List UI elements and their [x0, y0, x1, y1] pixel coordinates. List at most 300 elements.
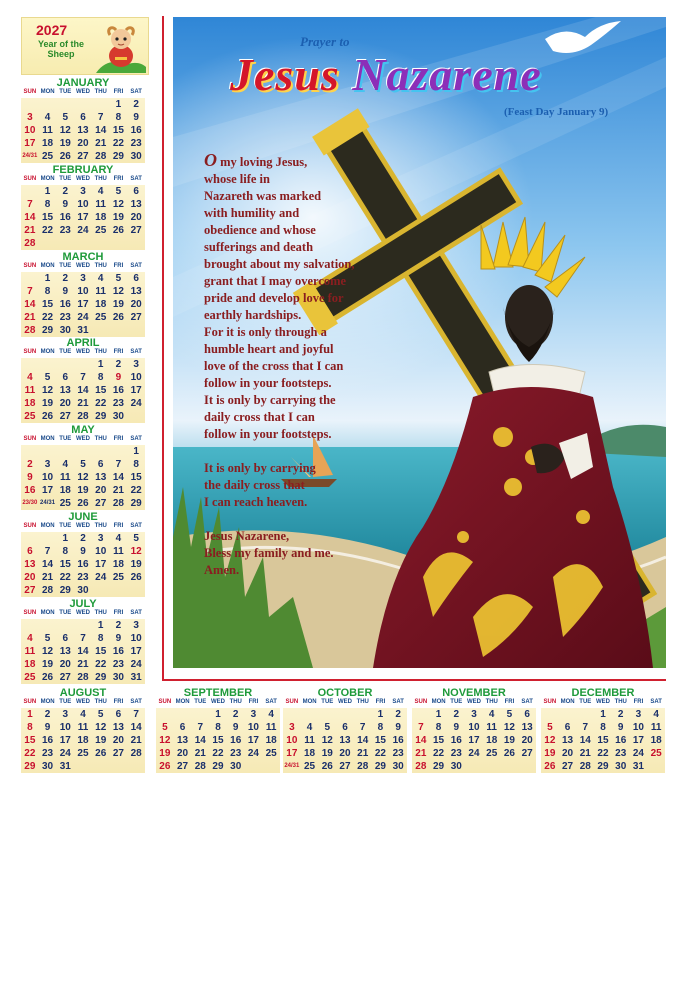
day-cell: 22	[24, 748, 36, 759]
weekday-label: TUE	[59, 349, 72, 355]
day-cell: 27	[130, 225, 142, 236]
day-cell: 28	[77, 672, 89, 683]
day-cell: 23/30	[22, 500, 38, 506]
day-cell: 23	[615, 748, 627, 759]
day-cell: 7	[44, 546, 51, 557]
day-cell	[21, 619, 39, 632]
day-cell: 14	[357, 735, 369, 746]
day-cell: 5	[133, 533, 139, 544]
day-cell: 13	[130, 286, 142, 297]
day-cell: 11	[77, 722, 89, 733]
day-grid	[283, 708, 407, 773]
day-cell	[110, 760, 128, 773]
day-cell: 28	[415, 761, 427, 772]
day-cell	[110, 445, 128, 458]
day-cell: 30	[230, 761, 242, 772]
day-cell	[110, 584, 128, 597]
day-cell: 10	[632, 722, 644, 733]
weekday-label: SAT	[521, 699, 533, 705]
day-cell: 30	[130, 151, 142, 162]
day-cell: 13	[59, 385, 71, 396]
day-cell: 27	[112, 748, 124, 759]
day-cell: 1	[115, 99, 122, 110]
day-cell	[74, 237, 92, 250]
day-cell: 21	[579, 748, 591, 759]
day-cell: 1	[377, 709, 384, 720]
day-grid	[21, 358, 145, 423]
day-cell: 8	[215, 722, 221, 733]
day-cell: 11	[304, 735, 315, 746]
day-cell: 4	[306, 722, 313, 733]
day-cell: 12	[42, 385, 54, 396]
day-cell	[174, 708, 192, 721]
day-cell: 30	[112, 411, 124, 422]
prayer-line: the daily cross that	[204, 478, 305, 492]
year-number: 2027	[36, 22, 68, 38]
month-name: FEBRUARY	[52, 164, 114, 176]
day-cell	[39, 532, 57, 545]
day-cell: 9	[115, 372, 122, 383]
day-cell: 23	[42, 748, 54, 759]
weekday-header	[156, 699, 280, 708]
day-cell	[647, 760, 665, 773]
day-cell	[56, 358, 74, 371]
day-cell: 3	[44, 459, 51, 470]
day-cell: 21	[95, 138, 107, 149]
weekday-header	[21, 263, 145, 272]
day-cell: 9	[115, 633, 122, 644]
day-cell: 22	[95, 659, 107, 670]
day-cell: 31	[77, 325, 89, 336]
day-cell: 19	[42, 659, 54, 670]
day-cell: 19	[59, 138, 71, 149]
day-cell: 20	[339, 748, 351, 759]
day-cell: 24	[95, 572, 107, 583]
poster-title	[230, 48, 542, 101]
day-cell: 25	[77, 748, 89, 759]
month-name: DECEMBER	[571, 687, 635, 699]
day-cell	[39, 619, 57, 632]
day-cell: 26	[112, 225, 124, 236]
prayer-line: follow in your footsteps.	[204, 376, 332, 390]
day-cell: 8	[97, 372, 104, 383]
weekday-label: SAT	[130, 89, 142, 95]
day-cell: 7	[80, 372, 86, 383]
weekday-label: THU	[94, 610, 107, 616]
weekday-label: FRI	[113, 263, 124, 269]
weekday-header	[541, 699, 665, 708]
day-cell: 19	[77, 485, 89, 496]
day-cell: 14	[77, 646, 89, 657]
prayer-line: Jesus Nazarene,	[204, 529, 290, 543]
weekday-label: SUN	[23, 176, 37, 182]
weekday-label: MON	[40, 523, 55, 529]
day-cell	[110, 237, 128, 250]
day-cell: 8	[600, 722, 606, 733]
weekday-label: SUN	[543, 699, 557, 705]
day-cell: 22	[95, 398, 107, 409]
month-name: JANUARY	[56, 77, 110, 89]
month-name: SEPTEMBER	[183, 687, 253, 699]
day-cell: 20	[562, 748, 574, 759]
day-cell: 1	[62, 533, 69, 544]
weekday-label: WED	[76, 89, 91, 95]
day-cell: 4	[653, 709, 659, 720]
weekday-label: FRI	[504, 699, 515, 705]
day-cell: 4	[44, 112, 51, 123]
weekday-label: WED	[76, 176, 91, 182]
day-cell: 8	[27, 722, 33, 733]
weekday-label: WED	[596, 699, 611, 705]
weekday-label: WED	[467, 699, 482, 705]
day-cell: 14	[112, 472, 124, 483]
day-cell: 26	[42, 411, 54, 422]
day-cell: 16	[130, 125, 142, 136]
prayer-line: brought about my salvation,	[204, 257, 355, 271]
day-cell: 18	[265, 735, 277, 746]
day-cell: 10	[130, 372, 142, 383]
month-name: JULY	[69, 598, 97, 610]
day-cell: 21	[112, 485, 124, 496]
day-cell: 19	[112, 299, 124, 310]
day-cell: 4	[27, 633, 33, 644]
day-cell: 27	[339, 761, 351, 772]
day-cell: 13	[95, 472, 107, 483]
month-april	[21, 337, 145, 423]
day-cell: 2	[44, 709, 51, 720]
prayer-line: pride and develop love for	[204, 291, 344, 305]
month-december	[541, 687, 665, 773]
weekday-label: THU	[485, 699, 498, 705]
day-cell: 5	[80, 459, 86, 470]
weekday-label: TUE	[450, 699, 463, 705]
day-cell: 1	[435, 709, 442, 720]
day-cell: 16	[392, 735, 404, 746]
day-cell: 15	[374, 735, 386, 746]
day-cell: 9	[617, 722, 624, 733]
day-cell: 16	[59, 299, 71, 310]
day-cell: 18	[304, 748, 316, 759]
day-cell	[318, 708, 336, 721]
weekday-header	[21, 699, 145, 708]
weekday-header	[283, 699, 407, 708]
day-cell: 15	[433, 735, 445, 746]
day-cell: 24	[632, 748, 644, 759]
day-cell: 23	[112, 398, 124, 409]
day-cell: 15	[42, 212, 54, 223]
day-cell: 3	[471, 709, 477, 720]
day-cell	[74, 98, 92, 111]
day-cell: 17	[468, 735, 480, 746]
day-cell: 16	[59, 212, 71, 223]
day-cell	[92, 324, 110, 337]
day-cell	[336, 708, 354, 721]
prayer-paragraph	[204, 460, 384, 511]
day-cell	[92, 584, 110, 597]
day-cell: 22	[112, 138, 124, 149]
day-cell: 2	[27, 459, 33, 470]
day-cell: 19	[321, 748, 333, 759]
day-cell: 10	[77, 286, 89, 297]
day-cell: 26	[503, 748, 515, 759]
weekday-label: MON	[40, 176, 55, 182]
day-cell	[74, 445, 92, 458]
weekday-label: SUN	[414, 699, 428, 705]
day-cell: 13	[177, 735, 189, 746]
day-cell	[21, 272, 39, 285]
day-cell	[56, 237, 74, 250]
month-august	[21, 687, 145, 773]
day-cell: 3	[80, 273, 86, 284]
day-cell: 29	[95, 411, 107, 422]
day-cell: 25	[95, 225, 107, 236]
day-cell: 18	[24, 659, 36, 670]
weekday-label: SAT	[130, 523, 142, 529]
day-grid	[21, 98, 145, 163]
day-cell: 15	[95, 385, 107, 396]
weekday-label: SAT	[130, 263, 142, 269]
prayer-line: Nazareth was marked	[204, 189, 322, 203]
weekday-label: FRI	[113, 436, 124, 442]
weekday-label: FRI	[248, 699, 259, 705]
prayer-line: It is only by carrying	[204, 461, 316, 475]
day-cell: 8	[133, 459, 139, 470]
day-cell: 7	[197, 722, 204, 733]
weekday-label: THU	[356, 699, 369, 705]
day-cell: 2	[453, 709, 460, 720]
day-cell: 30	[77, 585, 89, 596]
day-cell: 28	[130, 748, 142, 759]
day-cell: 17	[77, 299, 89, 310]
day-cell: 13	[24, 559, 36, 570]
day-cell: 4	[27, 372, 33, 383]
weekday-label: TUE	[579, 699, 592, 705]
day-cell: 30	[615, 761, 627, 772]
weekday-label: TUE	[59, 263, 72, 269]
day-cell: 31	[632, 761, 644, 772]
day-cell: 22	[130, 485, 142, 496]
day-cell: 16	[450, 735, 462, 746]
day-cell: 6	[62, 633, 69, 644]
day-cell: 3	[62, 709, 69, 720]
day-cell: 27	[130, 312, 142, 323]
day-cell: 30	[112, 672, 124, 683]
day-cell: 3	[133, 359, 139, 370]
day-cell: 3	[27, 112, 33, 123]
day-cell: 6	[524, 709, 530, 720]
day-cell: 30	[42, 761, 54, 772]
month-march	[21, 251, 145, 337]
day-cell: 17	[24, 138, 36, 149]
weekday-label: WED	[76, 349, 91, 355]
day-cell	[39, 98, 57, 111]
day-cell: 2	[62, 273, 69, 284]
weekday-label: MON	[40, 610, 55, 616]
day-cell: 15	[95, 646, 107, 657]
day-cell: 28	[112, 498, 124, 509]
day-cell: 28	[77, 411, 89, 422]
day-cell: 24	[77, 312, 89, 323]
weekday-label: WED	[338, 699, 353, 705]
prayer-line: Amen.	[204, 563, 240, 577]
day-cell: 24	[468, 748, 480, 759]
day-cell: 5	[115, 186, 122, 197]
day-cell: 14	[415, 735, 427, 746]
day-cell: 18	[24, 398, 36, 409]
day-cell: 17	[632, 735, 644, 746]
day-cell: 26	[159, 761, 171, 772]
day-cell: 28	[579, 761, 591, 772]
day-cell: 2	[80, 533, 86, 544]
weekday-label: SUN	[23, 610, 37, 616]
day-cell: 19	[95, 735, 107, 746]
day-cell: 18	[95, 212, 107, 223]
day-cell: 16	[615, 735, 627, 746]
day-cell: 26	[95, 748, 107, 759]
prayer-line: whose life in	[204, 172, 270, 186]
day-cell: 23	[130, 138, 142, 149]
day-cell: 31	[130, 672, 142, 683]
day-cell: 17	[95, 559, 107, 570]
month-name: MARCH	[62, 251, 104, 263]
day-cell: 26	[77, 498, 89, 509]
day-cell: 7	[80, 633, 86, 644]
day-cell: 9	[80, 546, 86, 557]
day-cell	[127, 584, 145, 597]
weekday-label: SUN	[285, 699, 299, 705]
weekday-label: MON	[40, 89, 55, 95]
day-cell: 5	[506, 709, 513, 720]
day-cell: 26	[42, 672, 54, 683]
weekday-label: FRI	[113, 523, 124, 529]
day-cell: 25	[24, 411, 36, 422]
day-cell: 20	[130, 212, 142, 223]
weekday-label: WED	[76, 523, 91, 529]
day-cell: 3	[289, 722, 295, 733]
day-cell: 20	[59, 398, 71, 409]
day-cell: 3	[250, 709, 257, 720]
day-cell: 10	[95, 546, 107, 557]
day-cell: 22	[597, 748, 609, 759]
day-cell: 12	[503, 722, 515, 733]
day-cell: 28	[357, 761, 369, 772]
day-cell: 8	[44, 199, 51, 210]
day-cell: 12	[112, 199, 124, 210]
weekday-label: SAT	[130, 610, 142, 616]
month-name: MAY	[71, 424, 95, 436]
day-cell: 30	[59, 325, 71, 336]
day-cell: 14	[194, 735, 206, 746]
day-cell: 4	[268, 709, 274, 720]
day-cell: 9	[133, 112, 139, 123]
weekday-label: WED	[76, 610, 91, 616]
weekday-label: WED	[211, 699, 226, 705]
day-cell: 20	[95, 485, 107, 496]
weekday-header	[21, 523, 145, 532]
day-cell: 13	[112, 722, 124, 733]
day-grid	[21, 445, 145, 510]
day-cell	[92, 445, 110, 458]
day-cell: 22	[59, 572, 71, 583]
weekday-label: TUE	[59, 176, 72, 182]
prayer-paragraph	[204, 528, 384, 579]
weekday-label: MON	[40, 699, 55, 705]
day-cell: 7	[133, 709, 139, 720]
day-cell: 11	[95, 199, 106, 210]
day-cell: 6	[27, 546, 33, 557]
day-cell: 21	[130, 735, 142, 746]
weekday-label: SUN	[23, 523, 37, 529]
day-cell: 11	[59, 472, 71, 483]
day-cell: 18	[650, 735, 662, 746]
day-cell	[21, 532, 39, 545]
day-cell: 10	[130, 633, 142, 644]
day-cell: 12	[112, 286, 124, 297]
day-cell: 26	[321, 761, 333, 772]
day-cell: 4	[115, 533, 122, 544]
day-cell: 18	[486, 735, 498, 746]
weekday-label: FRI	[113, 610, 124, 616]
day-cell: 22	[212, 748, 224, 759]
sheep-mascot-icon	[96, 21, 146, 73]
day-cell: 11	[42, 125, 53, 136]
day-cell: 12	[321, 735, 333, 746]
day-cell	[245, 760, 263, 773]
weekday-header	[21, 349, 145, 358]
weekday-label: SAT	[392, 699, 404, 705]
day-cell: 23	[59, 225, 71, 236]
day-cell: 2	[133, 99, 139, 110]
weekday-label: FRI	[113, 699, 124, 705]
day-cell	[156, 708, 174, 721]
weekday-label: THU	[94, 436, 107, 442]
day-cell: 12	[544, 735, 556, 746]
day-cell: 21	[24, 225, 36, 236]
red-border-horizontal	[162, 679, 666, 681]
weekday-label: TUE	[194, 699, 207, 705]
day-cell	[412, 708, 430, 721]
day-cell: 6	[133, 273, 139, 284]
day-cell	[127, 324, 145, 337]
weekday-label: SAT	[130, 176, 142, 182]
month-name: JUNE	[68, 511, 98, 523]
weekday-label: THU	[94, 699, 107, 705]
weekday-label: SUN	[23, 436, 37, 442]
weekday-header	[21, 176, 145, 185]
day-cell: 3	[133, 620, 139, 631]
day-cell: 17	[77, 212, 89, 223]
day-cell: 6	[97, 459, 104, 470]
day-cell: 6	[115, 709, 122, 720]
weekday-label: SAT	[130, 349, 142, 355]
day-cell: 14	[24, 299, 36, 310]
day-cell	[283, 708, 301, 721]
weekday-label: TUE	[59, 610, 72, 616]
weekday-label: THU	[94, 176, 107, 182]
day-cell: 1	[27, 709, 33, 720]
weekday-label: MON	[302, 699, 317, 705]
day-cell	[354, 708, 372, 721]
day-cell: 23	[450, 748, 462, 759]
day-cell: 30	[392, 761, 404, 772]
weekday-label: TUE	[59, 89, 72, 95]
day-cell: 22	[433, 748, 445, 759]
day-cell: 7	[27, 199, 33, 210]
day-cell	[74, 619, 92, 632]
day-cell: 16	[42, 735, 54, 746]
day-cell: 22	[374, 748, 386, 759]
day-cell: 3	[80, 186, 86, 197]
